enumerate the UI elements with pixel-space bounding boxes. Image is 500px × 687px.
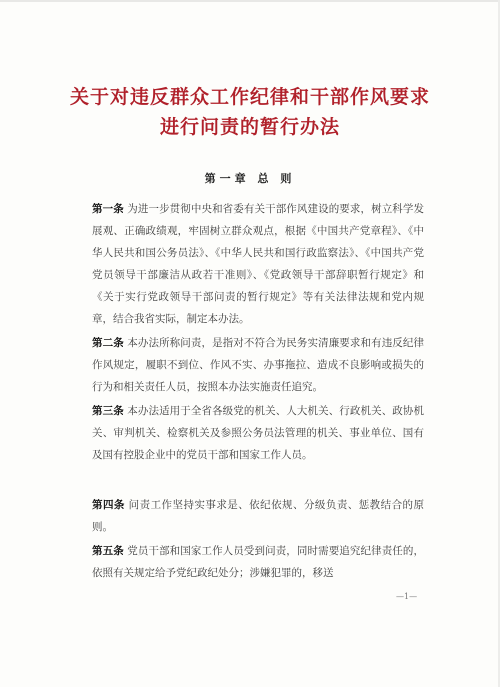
article-2-text: 本办法所称问责，是指对不符合为民务实清廉要求和有违反纪律作风规定，履职不到位、作风不实、办事拖拉、造成不良影响或损失的行为和相关责任人员，按照本办法实施责任追究。 xyxy=(92,337,425,393)
article-5-text: 党员干部和国家工作人员受到问责，同时需要追究纪律责任的，依照有关规定给予党纪政纪处分；涉嫌犯罪的，移送 xyxy=(92,545,425,579)
article-2 xyxy=(92,332,424,398)
page-number: —1— xyxy=(396,592,418,601)
scan-edge-top xyxy=(0,0,500,2)
article-5-label: 第五条 xyxy=(92,545,124,557)
article-1-text: 为进一步贯彻中央和省委有关干部作风建设的要求，树立科学发展观、正确政绩观，牢固树立群众观点，根据《中国共产党章程》、《中华人民共和国公务员法》、《中华人民共和国行政监察法》、《中国共产党党员领导干部廉洁从政若干准则》、《党政领导干部辞职暂行规定》和《关于实行党政领导干部问责的暂行规定》等有关法律法规和党内规章，结合我省实际，制定本办法。 xyxy=(92,203,425,325)
article-2-label: 第二条 xyxy=(92,337,124,349)
article-1-label: 第一条 xyxy=(92,203,124,215)
chapter-heading: 第一章 总 则 xyxy=(204,172,296,185)
article-4-text: 问责工作坚持实事求是、依纪依规、分级负责、惩教结合的原则。 xyxy=(92,499,425,533)
article-1 xyxy=(92,198,424,330)
article-4 xyxy=(92,494,424,538)
document-title-line1: 关于对违反群众工作纪律和干部作风要求 xyxy=(69,86,430,108)
article-3-label: 第三条 xyxy=(92,405,124,417)
article-5 xyxy=(92,540,424,584)
article-4-label: 第四条 xyxy=(92,499,125,511)
document-title-line2: 进行问责的暂行办法 xyxy=(159,116,340,138)
article-3-text: 本办法适用于全省各级党的机关、人大机关、行政机关、政协机关、审判机关、检察机关及参照公务员法管理的机关、事业单位、国有及国有控股企业中的党员干部和国家工作人员。 xyxy=(92,405,425,461)
article-3 xyxy=(92,400,424,466)
